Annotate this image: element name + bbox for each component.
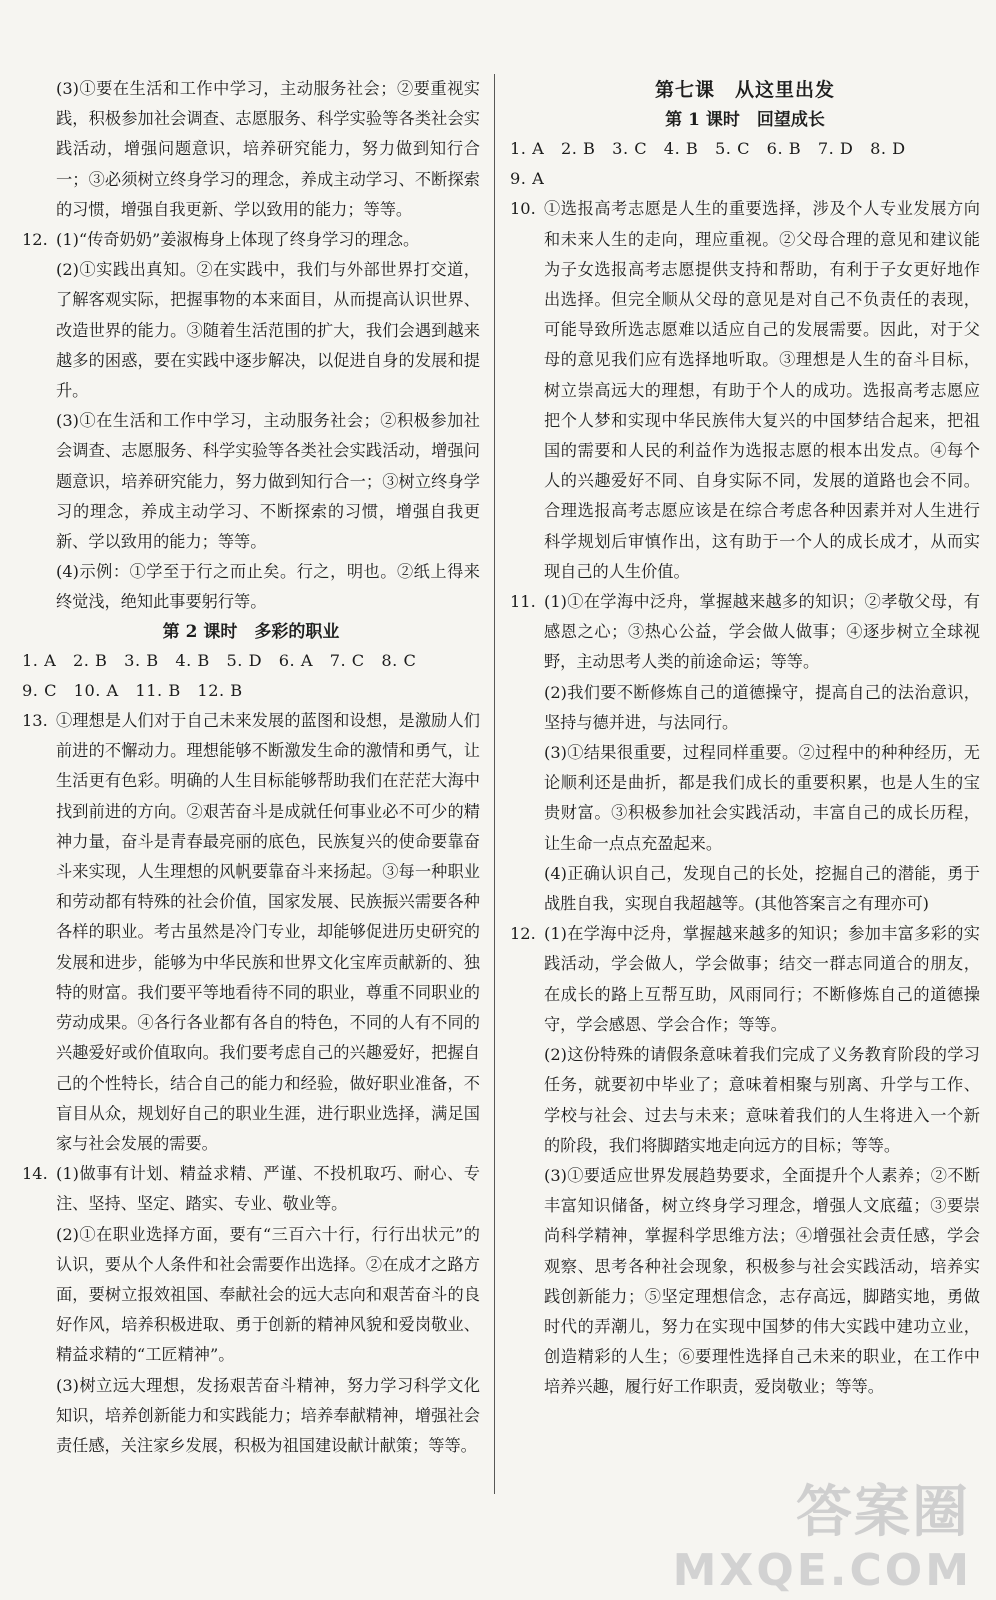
question-number: 14. xyxy=(22,1164,48,1184)
question-number: 13. xyxy=(22,711,48,731)
question-11 xyxy=(510,587,980,678)
question-14 xyxy=(22,1159,480,1219)
q11-part3: (3)①要在生活和工作中学习，主动服务社会；②要重视实践，积极参加社会调查、志愿服务、科学实验等各类社会实践活动，增强问题意识，培养研究能力，努力做到知行合一；③必须树立终身学习的理念，养成主动学习、不断探索的习惯，增强自我更新、学以致用的能力；等等。 xyxy=(56,79,480,219)
watermark-logo: 答案圈 xyxy=(796,1480,970,1545)
multiple-choice-line-2: 9. C 10. A 11. B 12. B xyxy=(22,680,243,700)
q12-part1: (1)在学海中泛舟，掌握越来越多的知识；参加丰富多彩的实践活动，学会做人，学会做事；结交一群志同道合的朋友，在成长的路上互帮互助，风雨同行；不断修炼自己的道德操守，学会感恩、学会合作；等等。 xyxy=(544,924,980,1034)
right-column xyxy=(510,74,980,1403)
q12-part3: (3)①在生活和工作中学习，主动服务社会；②积极参加社会调查、志愿服务、科学实验等各类社会实践活动，增强问题意识，培养研究能力，努力做到知行合一；③树立终身学习的理念，养成主动学习、不断探索的习惯，增强自我更新、学以致用的能力；等等。 xyxy=(56,411,480,552)
question-number: 12. xyxy=(510,924,536,944)
period-2-title: 第 2 课时 多彩的职业 xyxy=(162,621,340,642)
q14-part2: (2)①在职业选择方面，要有“三百六十行，行行出状元”的认识，要从个人条件和社会需要作出选择。②在成才之路方面，要树立报效祖国、奉献社会的远大志向和艰苦奋斗的良好作风，培养积极进取、勇于创新的精神风貌和爱岗敬业、精益求精的“工匠精神”。 xyxy=(56,1224,480,1365)
q12-part2: (2)这份特殊的请假条意味着我们完成了义务教育阶段的学习任务，就要初中毕业了；意味着相聚与别离、升学与工作、学校与社会、过去与未来；意味着我们的人生将进入一个新的阶段，我们将脚踏实地走向远方的目标；等等。 xyxy=(544,1045,980,1155)
left-column xyxy=(22,74,480,1461)
q12-part4: (4)示例：①学至于行之而止矣。行之，明也。②纸上得来终觉浅，绝知此事要躬行等。 xyxy=(56,562,480,612)
q13-body: ①理想是人们对于自己未来发展的蓝图和设想，是激励人们前进的不懈动力。理想能够不断激发生命的激情和勇气，让生活更有色彩。明确的人生目标能够帮助我们在茫茫大海中找到前进的方向。②艰苦奋斗是成就任何事业必不可少的精神力量，奋斗是青春最亮丽的底色，民族复兴的使命要靠奋斗来实现，人生理想的风帆要靠奋斗来扬起。③每一种职业和劳动都有特殊的社会价值，国家发展、民族振兴需要各种各样的职业。考古虽然是冷门专业，却能够促进历史研究的发展和进步，能够为中华民族和世界文化宝库贡献新的、独特的财富。我们要平等地看待不同的职业，尊重不同职业的劳动成果。④各行各业都有各自的特色，不同的人有不同的兴趣爱好或价值取向。我们要考虑自己的兴趣爱好，把握自己的个性特长，结合自己的能力和经验，做好职业准备，不盲目从众，规划好自己的职业生涯，进行职业选择，满足国家与社会发展的需要。 xyxy=(56,711,480,1153)
q11-part1: (1)①在学海中泛舟，掌握越来越多的知识；②孝敬父母，有感恩之心；③热心公益，学会做人做事；④逐步树立全球视野，主动思考人类的前途命运；等等。 xyxy=(544,592,980,672)
q12-part3: (3)①要适应世界发展趋势要求，全面提升个人素养；②不断丰富知识储备，树立终身学习理念，增强人文底蕴；③要崇尚科学精神，掌握科学思维方法；④增强社会责任感，学会观察、思考各种社会现象，积极参与社会实践活动，培养实践创新能力；⑤坚定理想信念，志存高远，脚踏实地，勇做时代的弄潮儿，努力在实现中国梦的伟大实践中建功立业，创造精彩的人生；⑥要理性选择自己未来的职业，在工作中培养兴趣，履行好工作职责，爱岗敬业；等等。 xyxy=(544,1165,980,1397)
q12-part1: (1)“传奇奶奶”姜淑梅身上体现了终身学习的理念。 xyxy=(56,230,420,250)
q14-part1: (1)做事有计划、精益求精、严谨、不投机取巧、耐心、专注、坚持、坚定、踏实、专业、敬业等。 xyxy=(56,1164,480,1214)
question-number: 11. xyxy=(510,592,536,612)
q11-part4: (4)正确认识自己，发现自己的长处，挖掘自己的潜能，勇于战胜自我，实现自我超越等。(其他答案言之有理亦可) xyxy=(544,863,980,914)
q11-part2: (2)我们要不断修炼自己的道德操守，提高自己的法治意识，坚持与德并进，与法同行。 xyxy=(544,682,980,732)
q14-part3: (3)树立远大理想，发扬艰苦奋斗精神，努力学习科学文化知识，培养创新能力和实践能力；培养奉献精神，增强社会责任感，关注家乡发展，积极为祖国建设献计献策；等等。 xyxy=(56,1375,480,1455)
question-12-right xyxy=(510,919,980,1040)
q10-body: ①选报高考志愿是人生的重要选择，涉及个人专业发展方向和未来人生的走向，理应重视。②父母合理的意见和建议能为子女选报高考志愿提供支持和帮助，有利于子女更好地作出选择。但完全顺从父母的意见是对自己不负责任的表现，可能导致所选志愿难以适应自己的发展需要。因此，对于父母的意见我们应有选择地听取。③理想是人生的奋斗目标，树立崇高远大的理想，有助于个人的成功。选报高考志愿应把个人梦和实现中华民族伟大复兴的中国梦结合起来，把祖国的需要和人民的利益作为选报志愿的根本出发点。④每个人的兴趣爱好不同、自身实际不同，发展的道路也会不同。合理选报高考志愿应该是在综合考虑各种因素并对人生进行科学规划后审慎作出，这有助于一个人的成长成才，从而实现自己的人生价值。 xyxy=(544,199,980,581)
q12-part2: (2)①实践出真知。②在实践中，我们与外部世界打交道，了解客观实际，把握事物的本来面目，从而提高认识世界、改造世界的能力。③随着生活范围的扩大，我们会遇到越来越多的困惑，要在实践中逐步解决，以促进自身的发展和提升。 xyxy=(56,260,480,401)
q11-part3: (3)①结果很重要，过程同样重要。②过程中的种种经历，无论顺利还是曲折，都是我们成长的重要积累，也是人生的宝贵财富。③积极参加社会实践活动，丰富自己的成长历程，让生命一点点充盈起来。 xyxy=(544,743,980,853)
watermark-url: MXQE.COM xyxy=(672,1545,972,1596)
period-1-title: 第 1 课时 回望成长 xyxy=(665,110,825,130)
question-number: 12. xyxy=(22,230,48,250)
lesson-7-title: 第七课 从这里出发 xyxy=(654,79,835,101)
multiple-choice-line-1: 1. A 2. B 3. B 4. B 5. D 6. A 7. C 8. C xyxy=(22,650,417,670)
column-divider xyxy=(494,74,495,1494)
question-number: 10. xyxy=(510,199,536,219)
question-13 xyxy=(22,706,480,1159)
question-10 xyxy=(510,194,980,587)
multiple-choice-line-1: 1. A 2. B 3. C 4. B 5. C 6. B 7. D 8. D xyxy=(510,139,906,158)
question-12-left xyxy=(22,225,480,255)
multiple-choice-line-2: 9. A xyxy=(510,169,545,189)
